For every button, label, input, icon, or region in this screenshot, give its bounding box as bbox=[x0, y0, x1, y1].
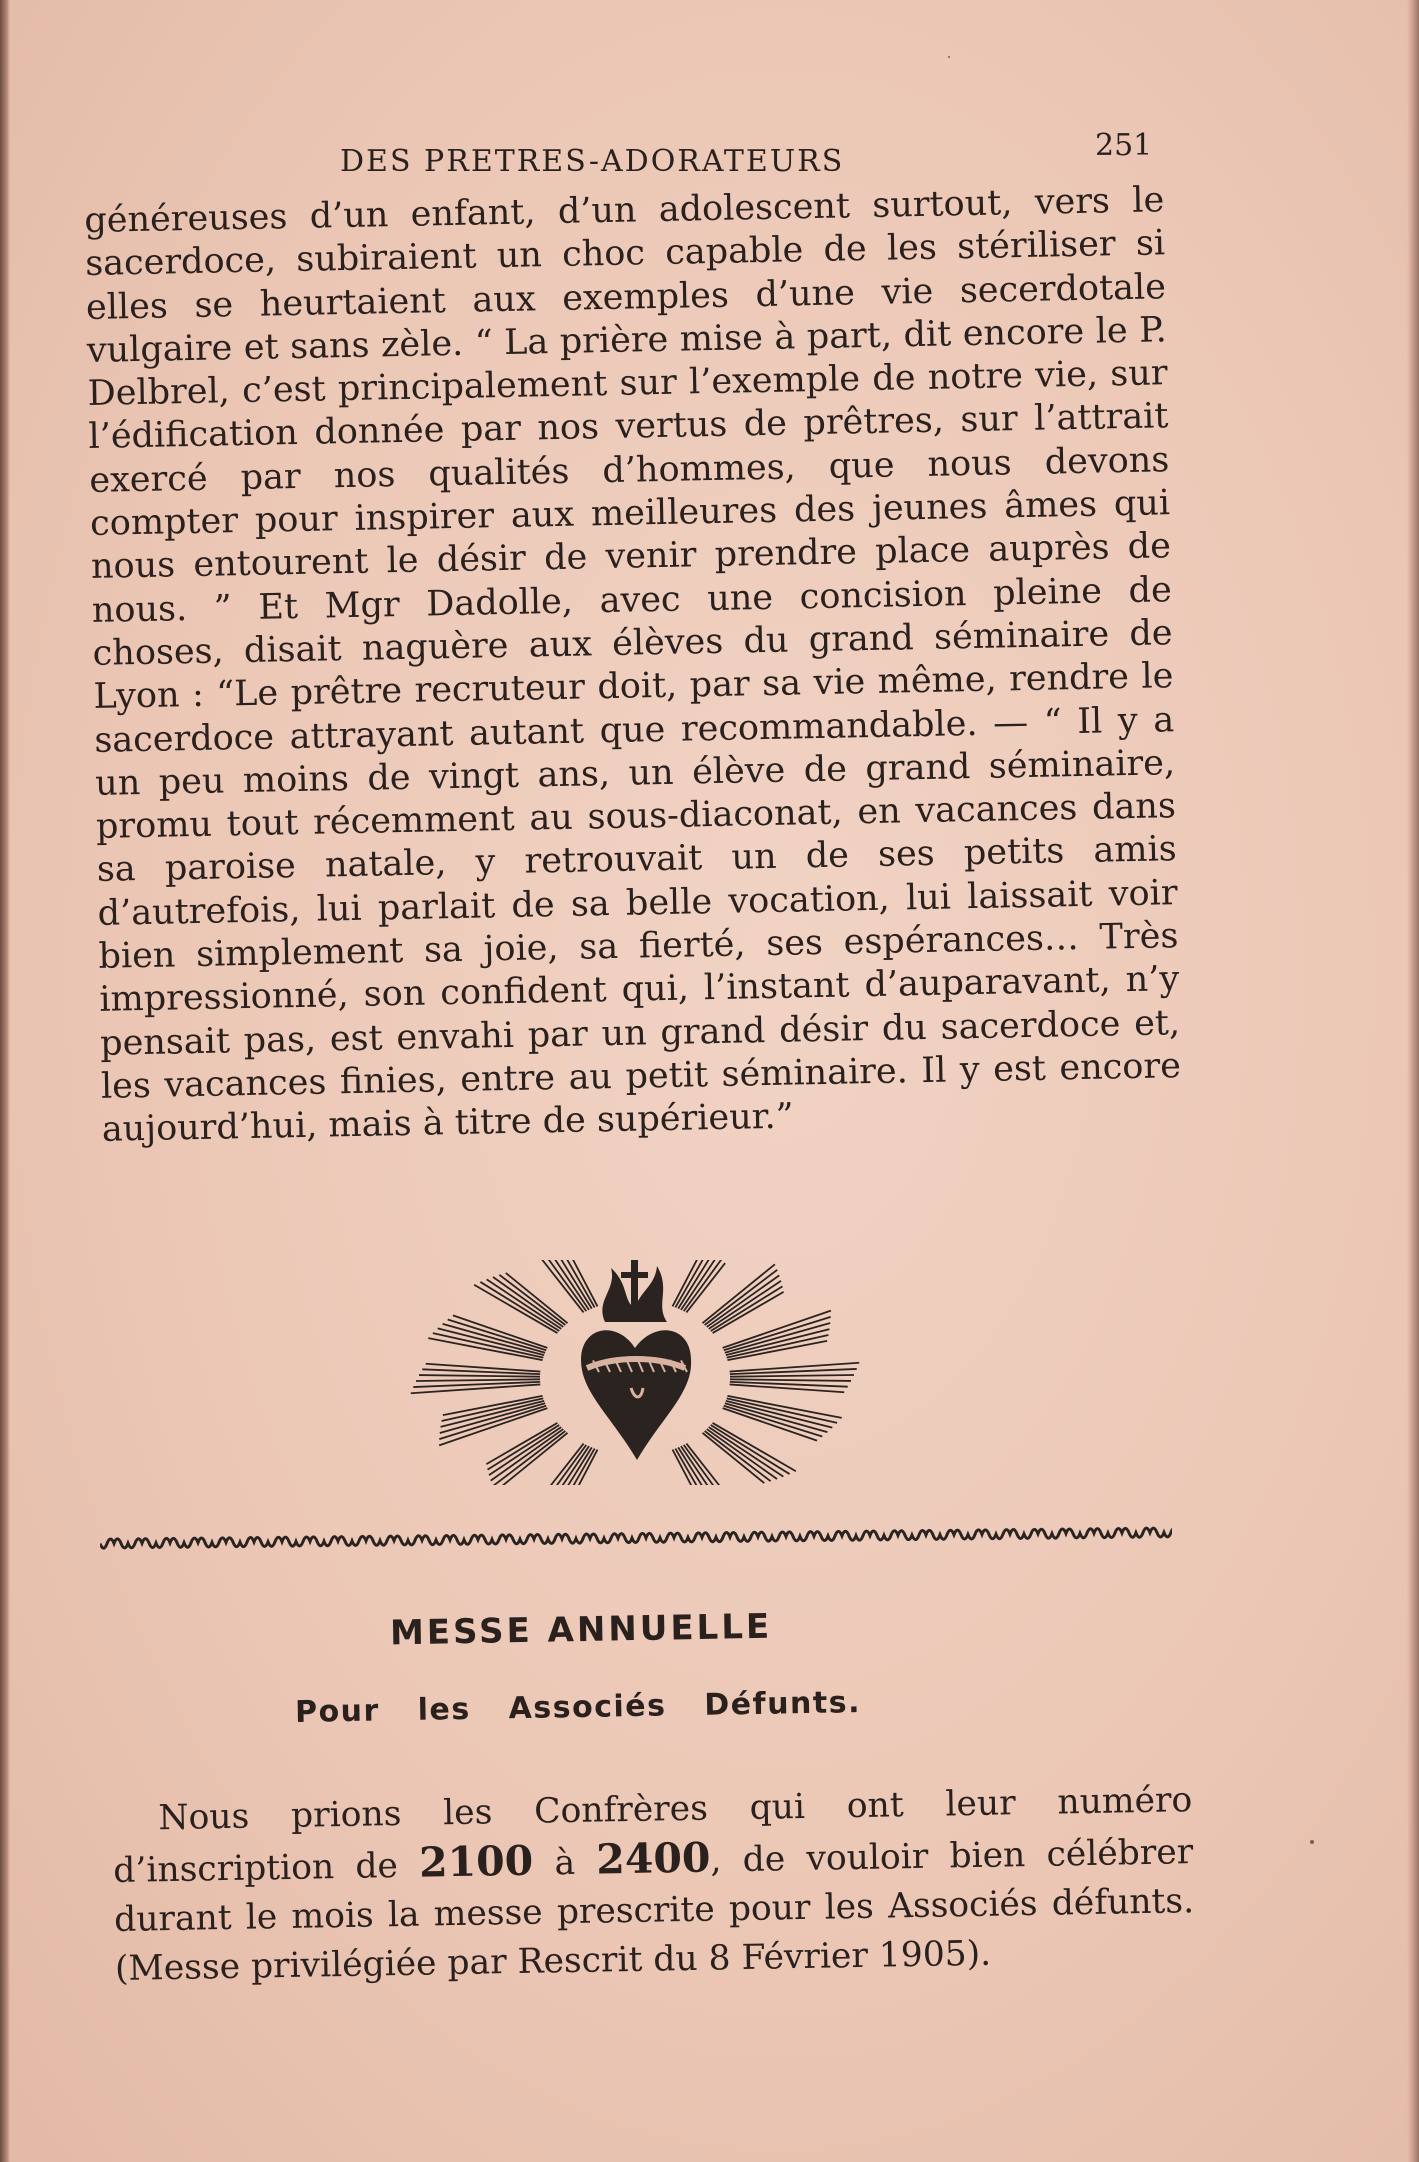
ray-line bbox=[730, 1379, 851, 1381]
notice-paragraph bbox=[112, 1776, 1195, 1994]
ray-line bbox=[681, 1260, 719, 1310]
binding-shadow bbox=[0, 0, 10, 2162]
page-header bbox=[340, 128, 1160, 178]
range-joiner: à bbox=[532, 1842, 597, 1884]
page-edge bbox=[1407, 0, 1419, 2162]
range-end-number: 2400 bbox=[595, 1833, 711, 1884]
paper-speck bbox=[1310, 1840, 1314, 1844]
cross-vertical bbox=[631, 1260, 638, 1308]
section-title: MESSE ANNUELLE bbox=[389, 1606, 773, 1654]
ray-line bbox=[416, 1379, 540, 1381]
range-start-number: 2100 bbox=[418, 1836, 534, 1887]
running-title: DES PRETRES-ADORATEURS bbox=[340, 144, 845, 179]
notice-text-end: , de vouloir bien célébrer durant le mois la messe prescrite pour les Associés défunts. (Messe privilégiée par Rescrit du 8 Février 1905). bbox=[113, 1832, 1195, 1989]
body-paragraph: généreuses d’un enfant, d’un adolescent surtout, vers le sacerdoce, subiraient un choc capable de les stériliser si elles se heurtaient aux exemples d’une vie secerdotale vulgaire et sans zèle. “ La prière mise à part, dit encore le P. Delbrel, c’est principalement sur l’exemple de notre vie, sur l’édification donnée par nos vertus de prêtres, sur l’attrait exercé par nos qualités d’hommes, que nous devons compter pour inspirer aux meilleures des jeunes âmes qui nous entourent le désir de venir prendre place auprès de nous. ” Et Mgr Dadolle, avec une concision pleine de choses, disait naguère aux élèves du grand séminaire de Lyon : “Le prêtre recruteur doit, par sa vie même, rendre le sacerdoce attrayant autant que recommandable. — “ Il y a un peu moins de vingt ans, un élève de grand séminaire, promu tout récemment au sous-diaconat, en vacances dans sa paroise natale, y retrouvait un de ses petits amis d’autrefois, lui parlait de sa belle vocation, lui laissait voir bien simplement sa joie, sa fierté, ses espérances… Très impressionné, son confident qui, l’instant d’auparavant, n’y pensait pas, est envahi par un grand désir du sacerdoce et, les vacances finies, entre au petit séminaire. Il y est encore aujourd’hui, mais à titre de supérieur.” bbox=[84, 180, 1182, 1151]
page-number: 251 bbox=[1095, 128, 1153, 163]
ray-line bbox=[727, 1396, 841, 1418]
ray-line bbox=[550, 1260, 589, 1310]
body-text-block bbox=[84, 179, 1182, 1152]
section-subtitle: Pour les Associés Défunts. bbox=[294, 1685, 862, 1730]
cross-horizontal bbox=[621, 1272, 648, 1278]
notice-text-start: Nous prions les Confrères qui ont leur numéro d’inscription de bbox=[112, 1780, 1193, 1891]
ray-line bbox=[419, 1375, 540, 1377]
ray-line bbox=[730, 1375, 854, 1377]
wavy-zigzag-rule-icon bbox=[100, 1528, 1172, 1548]
ray-line bbox=[543, 1260, 586, 1311]
paper-speck bbox=[948, 56, 950, 58]
wavy-divider bbox=[100, 1517, 1172, 1558]
ray-line bbox=[428, 1338, 542, 1360]
sacred-heart-with-cross-and-rays-icon bbox=[411, 1260, 859, 1485]
notice-block bbox=[112, 1776, 1195, 1994]
sacred-heart-ornament bbox=[385, 1260, 885, 1485]
